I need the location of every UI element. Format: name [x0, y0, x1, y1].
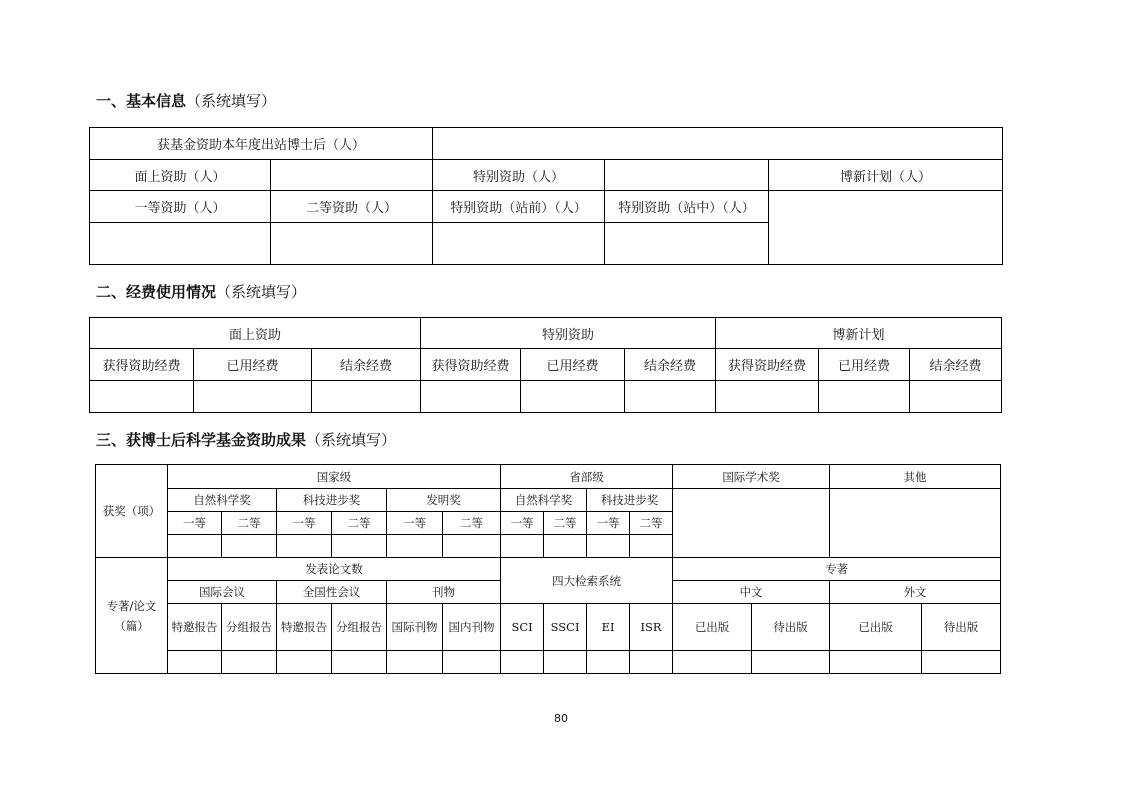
pub-value — [277, 651, 332, 674]
section3-title: 三、获博士后科学基金资助成果 — [96, 431, 307, 449]
value-cell — [194, 381, 312, 413]
monograph-header: 专著 — [673, 558, 1001, 581]
award-value — [387, 535, 443, 558]
first-class-label: 一等资助（人） — [90, 191, 271, 223]
section1-note: （系统填写） — [186, 92, 277, 110]
section1-title: 一、基本信息 — [96, 92, 187, 110]
award-value — [501, 535, 544, 558]
special-mid-value — [605, 223, 769, 265]
col-header: 已用经费 — [819, 349, 910, 381]
intl-award-header: 国际学术奖 — [673, 465, 830, 489]
award-value — [168, 535, 222, 558]
award-value — [587, 535, 630, 558]
boxin-value — [769, 191, 1003, 265]
value-cell — [716, 381, 819, 413]
section2-heading — [96, 281, 306, 302]
pub-value — [630, 651, 673, 674]
publications-label: 专著/论文（篇） — [96, 558, 168, 674]
pub-value — [387, 651, 443, 674]
award-value — [332, 535, 387, 558]
section1-heading — [96, 90, 276, 111]
pub-value — [544, 651, 587, 674]
journals: 刊物 — [387, 581, 501, 604]
provincial-header: 省部级 — [501, 465, 673, 489]
national-header: 国家级 — [168, 465, 501, 489]
pub-value — [168, 651, 222, 674]
leaf-header: 待出版 — [752, 604, 830, 651]
leaf-header-ei: EI — [587, 604, 630, 651]
awards-label: 获奖（项） — [96, 465, 168, 558]
pub-value — [332, 651, 387, 674]
mono-foreign: 外文 — [830, 581, 1001, 604]
col-header: 获得资助经费 — [716, 349, 819, 381]
index4-header: 四大检索系统 — [501, 558, 673, 604]
group-boxin: 博新计划 — [716, 318, 1002, 349]
leaf-header: 待出版 — [922, 604, 1001, 651]
grade-cell: 一等 — [587, 512, 630, 535]
col-header: 已用经费 — [194, 349, 312, 381]
prov-tech-progress: 科技进步奖 — [587, 489, 673, 512]
pub-value — [830, 651, 922, 674]
other-value — [830, 489, 1001, 558]
first-class-value — [90, 223, 271, 265]
leaf-header: 分组报告 — [222, 604, 277, 651]
funding-usage-table — [89, 317, 1002, 413]
leaf-header-isr: ISR — [630, 604, 673, 651]
award-value — [630, 535, 673, 558]
award-value — [544, 535, 587, 558]
pub-value — [587, 651, 630, 674]
grade-cell: 一等 — [387, 512, 443, 535]
leaf-header: 已出版 — [673, 604, 752, 651]
boxin-label: 博新计划（人） — [769, 160, 1003, 191]
section2-note: （系统填写） — [216, 283, 307, 301]
col-header: 结余经费 — [312, 349, 421, 381]
leaf-header-sci: SCI — [501, 604, 544, 651]
leaf-header: 分组报告 — [332, 604, 387, 651]
col-header: 结余经费 — [625, 349, 716, 381]
pub-value — [501, 651, 544, 674]
value-cell — [90, 381, 194, 413]
group-special: 特别资助 — [421, 318, 716, 349]
value-cell — [625, 381, 716, 413]
prov-natural-science: 自然科学奖 — [501, 489, 587, 512]
grade-cell: 二等 — [630, 512, 673, 535]
value-cell — [910, 381, 1002, 413]
value-cell — [819, 381, 910, 413]
pub-value — [443, 651, 501, 674]
group-face: 面上资助 — [90, 318, 421, 349]
basic-info-table — [89, 127, 1003, 265]
face-value — [271, 160, 433, 191]
other-header: 其他 — [830, 465, 1001, 489]
col-header: 结余经费 — [910, 349, 1002, 381]
special-mid-label: 特别资助（站中）（人） — [605, 191, 769, 223]
special-pre-value — [433, 223, 605, 265]
value-cell — [312, 381, 421, 413]
pub-value — [922, 651, 1001, 674]
outbound-label: 获基金资助本年度出站博士后（人） — [90, 128, 433, 160]
pub-value — [752, 651, 830, 674]
nat-tech-progress: 科技进步奖 — [277, 489, 387, 512]
national-conference: 全国性会议 — [277, 581, 387, 604]
leaf-header: 国际刊物 — [387, 604, 443, 651]
face-label: 面上资助（人） — [90, 160, 271, 191]
second-class-label: 二等资助（人） — [271, 191, 433, 223]
grade-cell: 二等 — [544, 512, 587, 535]
grade-cell: 二等 — [332, 512, 387, 535]
grade-cell: 二等 — [443, 512, 501, 535]
nat-invention: 发明奖 — [387, 489, 501, 512]
page-number: 80 — [554, 712, 568, 725]
leaf-header: 已出版 — [830, 604, 922, 651]
special-label: 特别资助（人） — [433, 160, 605, 191]
section3-heading — [96, 429, 396, 450]
papers-header: 发表论文数 — [168, 558, 501, 581]
grade-cell: 二等 — [222, 512, 277, 535]
special-value — [605, 160, 769, 191]
section3-note: （系统填写） — [306, 431, 397, 449]
value-cell — [421, 381, 521, 413]
grade-cell: 一等 — [168, 512, 222, 535]
results-table — [95, 464, 1001, 674]
special-pre-label: 特别资助（站前）（人） — [433, 191, 605, 223]
intl-award-value — [673, 489, 830, 558]
pub-value — [222, 651, 277, 674]
leaf-header: 特邀报告 — [277, 604, 332, 651]
col-header: 获得资助经费 — [421, 349, 521, 381]
grade-cell: 一等 — [501, 512, 544, 535]
section2-title: 二、经费使用情况 — [96, 283, 217, 301]
leaf-header: 特邀报告 — [168, 604, 222, 651]
col-header: 获得资助经费 — [90, 349, 194, 381]
leaf-header-ssci: SSCI — [544, 604, 587, 651]
second-class-value — [271, 223, 433, 265]
leaf-header: 国内刊物 — [443, 604, 501, 651]
mono-chinese: 中文 — [673, 581, 830, 604]
award-value — [277, 535, 332, 558]
outbound-value — [433, 128, 1003, 160]
col-header: 已用经费 — [521, 349, 625, 381]
award-value — [222, 535, 277, 558]
nat-natural-science: 自然科学奖 — [168, 489, 277, 512]
award-value — [443, 535, 501, 558]
intl-conference: 国际会议 — [168, 581, 277, 604]
value-cell — [521, 381, 625, 413]
grade-cell: 一等 — [277, 512, 332, 535]
pub-value — [673, 651, 752, 674]
